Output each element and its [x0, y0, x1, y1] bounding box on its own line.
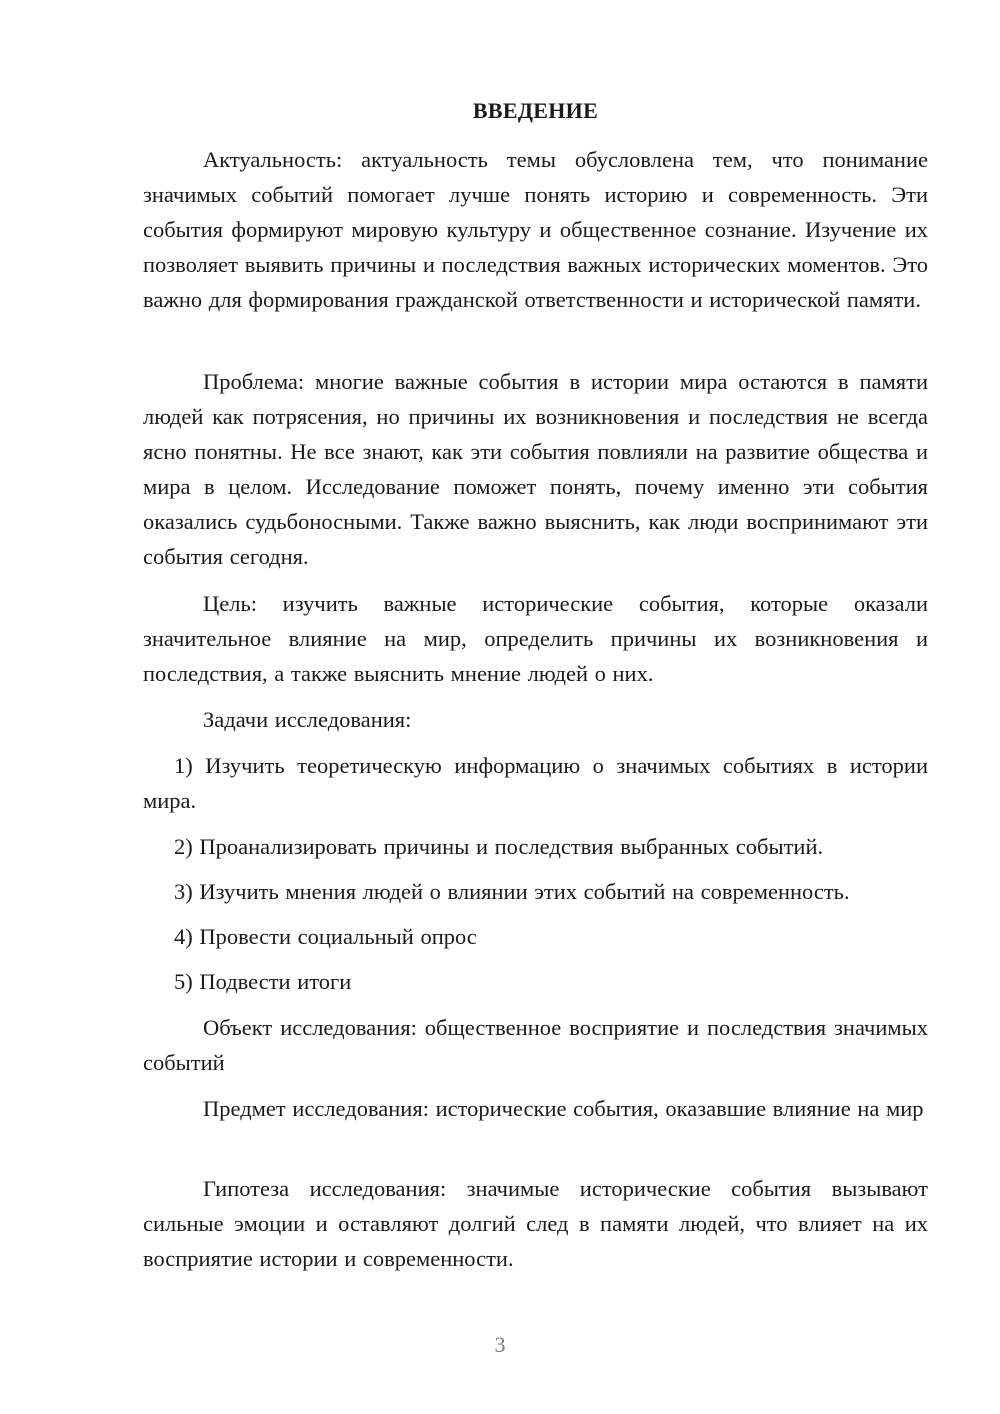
paragraph-hypothesis: Гипотеза исследования: значимые исторические события вызывают сильные эмоции и оставляют долгий след в памяти людей, что влияет на их восприятие истории и современности. [143, 1176, 928, 1271]
task-item-5: 5) Подвести итоги [174, 969, 352, 994]
task-item-4: 4) Провести социальный опрос [174, 924, 477, 949]
task-item-3: 3) Изучить мнения людей о влиянии этих событий на современность. [174, 879, 850, 904]
paragraph-subject: Предмет исследования: исторические события, оказавшие влияние на мир [203, 1096, 924, 1121]
task-item-2: 2) Проанализировать причины и последствия выбранных событий. [174, 834, 824, 859]
tasks-heading: Задачи исследования: [203, 707, 412, 732]
page-title: ВВЕДЕНИЕ [472, 98, 599, 123]
paragraph-goal: Цель: изучить важные исторические события, которые оказали значительное влияние на мир, определить причины их возникновения и последствия, а также выяснить мнение людей о них. [143, 591, 928, 686]
paragraph-relevance: Актуальность: актуальность темы обусловлена тем, что понимание значимых событий помогает лучше понять историю и современность. Эти события формируют мировую культуру и общественное сознание. Изучение их позволяет выявить причины и последствия важных исторических моментов. Это важно для формирования гражданской ответственности и исторической памяти. [143, 147, 928, 312]
task-item-1: 1) Изучить теоретическую информацию о значимых событиях в истории мира. [143, 753, 928, 813]
page-number: 3 [494, 1332, 506, 1357]
paragraph-object: Объект исследования: общественное восприятие и последствия значимых событий [143, 1015, 928, 1075]
paragraph-problem: Проблема: многие важные события в истории мира остаются в памяти людей как потрясения, но причины их возникновения и последствия не всегда ясно понятны. Не все знают, как эти события повлияли на развитие общества и мира в целом. Исследование поможет понять, почему именно эти события оказались судьбоносными. Также важно выяснить, как люди воспринимают эти события сегодня. [143, 369, 928, 569]
